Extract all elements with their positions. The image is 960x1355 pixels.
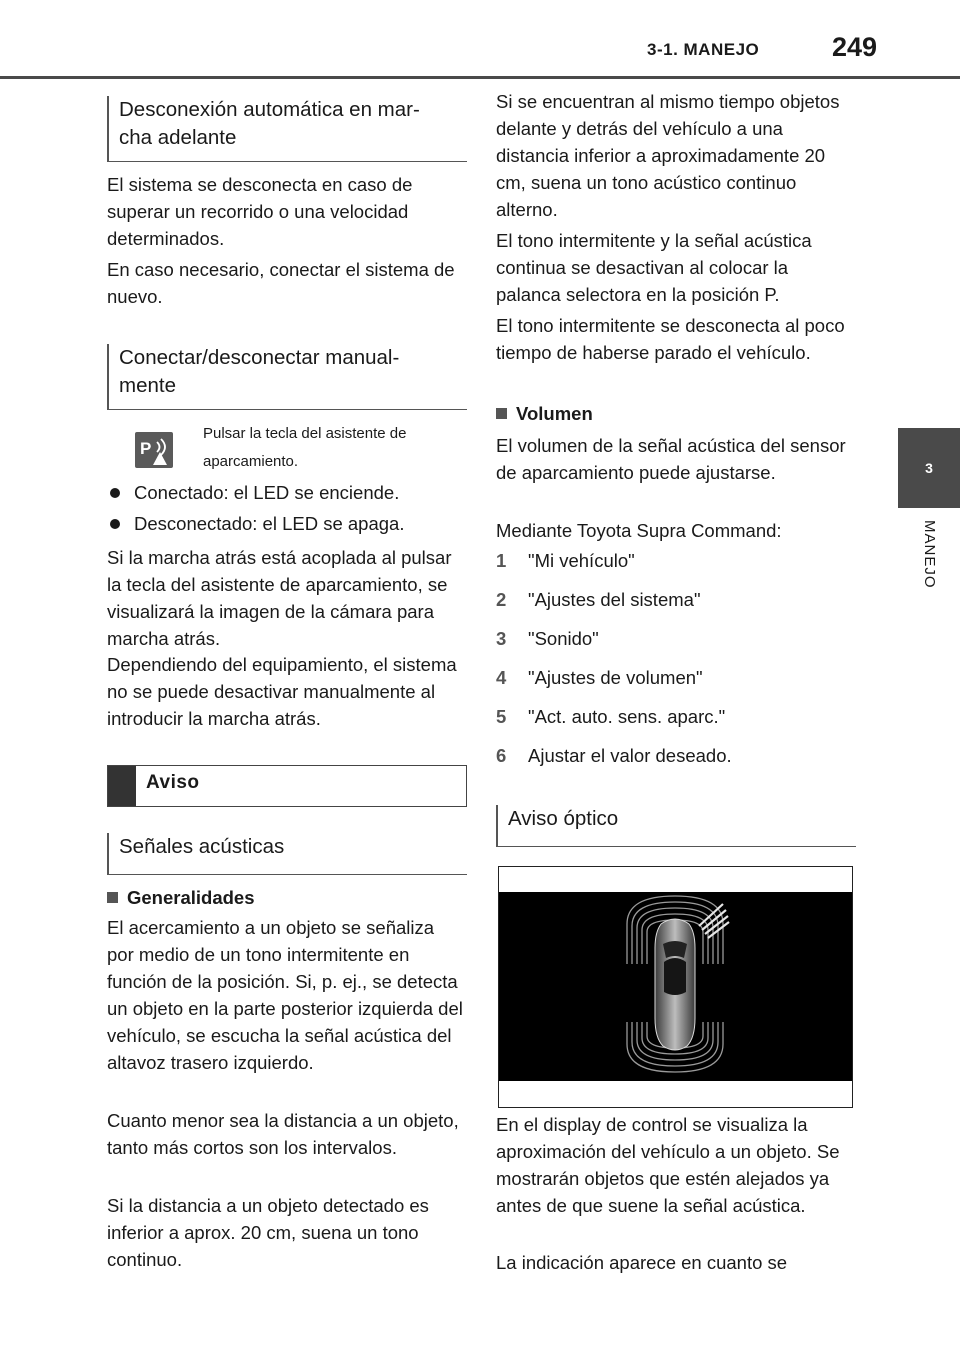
square-marker-icon [107,892,118,903]
chapter-tab-label [904,520,954,610]
step-text: "Act. auto. sens. aparc." [528,706,726,727]
paragraph: En el display de control se visualiza la aproximación del vehículo a un objeto. Se mostrarán objetos que estén alejados ya antes de que suene la señal acústica. [496,1114,840,1216]
heading-auto-off-text: Desconexión automática en mar- cha adelante [119,98,420,149]
paragraph: Cuanto menor sea la distancia a un objeto, tanto más cortos son los intervalos. [107,1110,459,1158]
car-top-view [655,919,695,1050]
heading-acoustic [107,833,467,875]
step-item [496,586,886,613]
bullet-dot [110,488,120,498]
paragraph: El sistema se desconecta en caso de superar un recorrido o una velocidad determinados. [107,174,413,249]
display-screen [499,892,852,1081]
paragraph: Dependiendo del equipamiento, el sistema no se puede desactivar manualmente al introducir la marcha atrás. [107,654,457,729]
bullet-text: Conectado: el LED se enciende. [134,482,400,503]
bullet-text: Desconectado: el LED se apaga. [134,513,405,534]
notice-box [107,765,467,807]
paragraph: Si se encuentran al mismo tiempo objetos delante y detrás del vehículo a una distancia inferior a aproximadamente 20 cm, suena un tono acústico continuo alterno. [496,91,840,220]
step-item [496,742,886,769]
paragraph: El volumen de la señal acústica del sensor de aparcamiento puede ajustarse. [496,435,846,483]
heading-visual-warning [496,805,856,847]
control-display-illustration [498,866,853,1108]
step-text: "Ajustes del sistema" [528,589,701,610]
chapter-label-text: MANEJO [921,520,938,589]
step-number: 4 [496,667,507,688]
bullet-dot [110,519,120,529]
paragraph: En caso necesario, conectar el sistema de nuevo. [107,259,455,307]
heading-rule [496,846,856,847]
step-item [496,703,886,730]
heading-visual-warning-text: Aviso óptico [508,807,619,830]
bullet-item [107,510,492,537]
step-text: Ajustar el valor deseado. [528,745,732,766]
step-item [496,664,886,691]
heading-rule [107,409,467,410]
square-marker-icon [496,408,507,419]
subheading-general [107,884,255,911]
header-rule [0,76,960,79]
svg-text:P: P [140,439,152,458]
heading-rule [107,161,467,162]
step-item [496,547,886,574]
icon-caption: Pulsar la tecla del asistente de aparcamiento. [203,425,407,470]
heading-acoustic-text: Señales acústicas [119,835,285,858]
paragraph: La indicación aparece en cuanto se [496,1252,788,1273]
paragraph: Si la marcha atrás está acoplada al pulsar la tecla del asistente de aparcamiento, se visualizará la imagen de la cámara para marcha atrás. [107,547,452,649]
heading-manual-toggle [107,344,467,410]
paragraph: El acercamiento a un objeto se señaliza por medio de un tono intermitente en función de la posición. Si, p. ej., se detecta un objeto en la parte posterior izquierda del vehículo, se escucha la señal acústica del altavoz trasero izquierdo. [107,917,463,1073]
step-text: "Sonido" [528,628,599,649]
step-number: 6 [496,745,507,766]
parking-sensor-graphic [499,892,852,1081]
step-number: 2 [496,589,507,610]
step-number: 5 [496,706,507,727]
step-number: 3 [496,628,507,649]
section-title: 3-1. MANEJO [647,40,760,59]
step-number: 1 [496,550,507,571]
paragraph: Si la distancia a un objeto detectado es inferior a aprox. 20 cm, suena un tono continuo. [107,1195,429,1270]
subheading-volume [496,400,593,427]
chapter-tab: 3 [898,428,960,508]
step-item [496,625,886,652]
step-text: "Ajustes de volumen" [528,667,703,688]
paragraph: Mediante Toyota Supra Command: [496,520,782,541]
paragraph: El tono intermitente se desconecta al poco tiempo de haberse parado el vehículo. [496,315,845,363]
bullet-item [107,479,492,506]
page-number: 249 [832,32,878,62]
subheading-text: Generalidades [127,887,255,908]
paragraph: El tono intermitente y la señal acústica continua se desactivan al colocar la palanca selectora en la posición P. [496,230,812,305]
heading-rule [107,874,467,875]
notice-bar [108,766,136,806]
step-text: "Mi vehículo" [528,550,635,571]
heading-manual-toggle-text: Conectar/desconectar manual- mente [119,346,400,397]
heading-auto-off [107,96,467,162]
notice-label: Aviso [146,772,200,793]
subheading-text: Volumen [516,403,593,424]
park-assist-button-icon [135,432,173,468]
